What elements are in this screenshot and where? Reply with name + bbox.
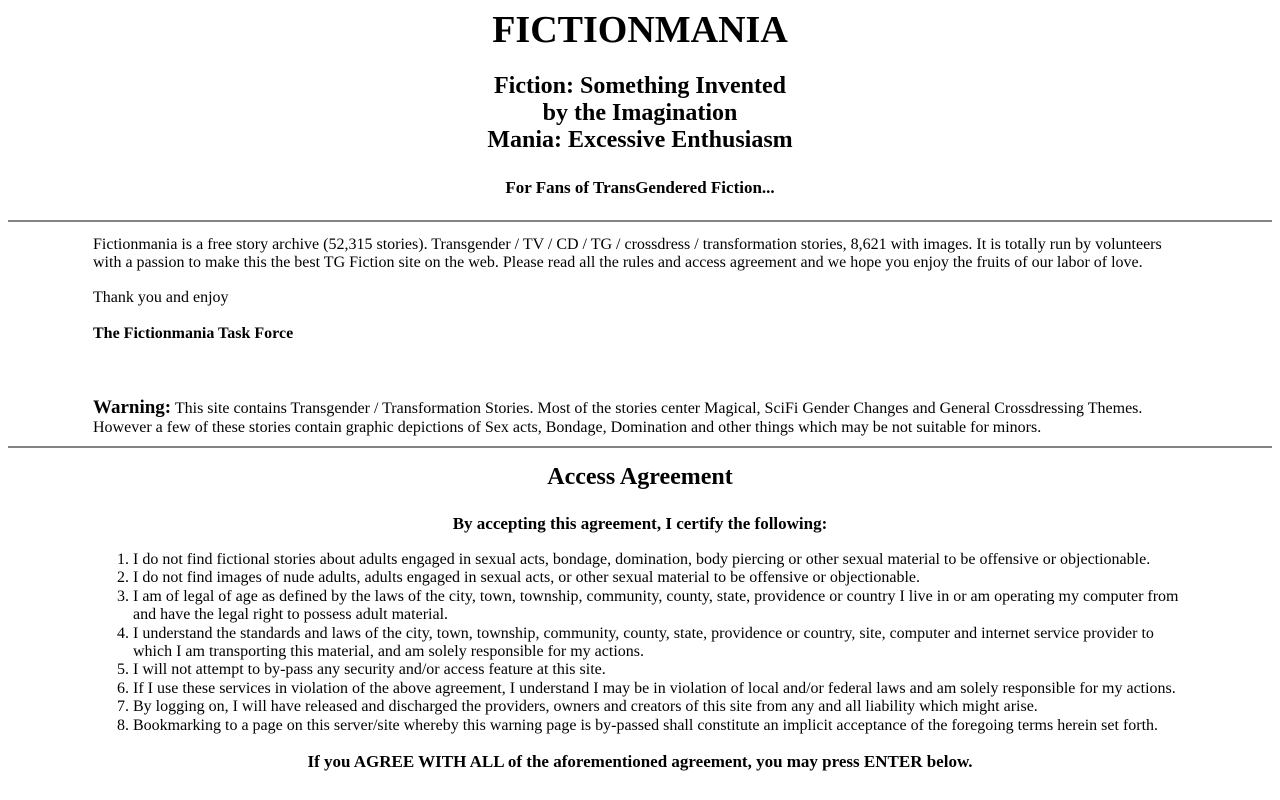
divider-top — [8, 220, 1272, 222]
warning-text: This site contains Transgender / Transformation Stories. Most of the stories center Magical, SciFi Gender Changes and General Crossdressing Themes. However a few of these stories contain graphic depictions of Sex acts, Bondage, Domination and other things which may be not suitable for minors. — [93, 400, 1143, 436]
agreement-item: 7. By logging on, I will have released and discharged the providers, owners and creators of this site from any and all liability which might arise. — [133, 698, 1187, 716]
intro-section — [93, 236, 1187, 438]
subtitle-line-3: Mania: Excessive Enthusiasm — [487, 126, 793, 153]
agreement-item: 1. I do not find fictional stories about adults engaged in sexual acts, bondage, domination, body piercing or other sexual material to be offensive or objectionable. — [133, 551, 1187, 569]
task-force-signature: The Fictionmania Task Force — [93, 324, 294, 342]
agreement-list — [93, 551, 1187, 735]
warning-label: Warning: — [93, 397, 172, 419]
thanks-line: Thank you and enjoy — [93, 289, 229, 307]
tagline: For Fans of TransGendered Fiction... — [505, 178, 775, 198]
agreement-item: 5. I will not attempt to by-pass any security and/or access feature at this site. — [133, 661, 1187, 679]
subtitle-line-2: by the Imagination — [542, 99, 738, 126]
site-subtitle — [8, 73, 1272, 154]
agreement-item: 6. If I use these services in violation of the above agreement, I understand I may be in violation of local and/or federal laws and am solely responsible for my actions. — [133, 680, 1187, 698]
warning-paragraph — [93, 397, 1187, 437]
divider-bottom — [8, 446, 1272, 448]
agreement-item: 2. I do not find images of nude adults, adults engaged in sexual acts, or other sexual material to be offensive or objectionable. — [133, 569, 1187, 587]
agreement-item: 3. I am of legal of age as defined by the laws of the city, town, township, community, county, state, providence or country I live in or am operating my computer from and have the legal right to possess adult material. — [133, 588, 1187, 625]
intro-paragraph: Fictionmania is a free story archive (52,315 stories). Transgender / TV / CD / TG / crossdress / transformation stories, 8,621 with images. It is totally run by volunteers with a passion to make this the best TG Fiction site on the web. Please read all the rules and access agreement and we hope you enjoy the fruits of our labor of love. — [93, 235, 1162, 271]
access-agreement-heading: Access Agreement — [547, 464, 733, 491]
agreement-item: 8. Bookmarking to a page on this server/site whereby this warning page is by-passed shall constitute an implicit acceptance of the foregoing terms herein set forth. — [133, 717, 1187, 735]
site-title: FICTIONMANIA — [492, 9, 788, 51]
certify-line: By accepting this agreement, I certify the following: — [452, 514, 828, 534]
subtitle-line-1: Fiction: Something Invented — [493, 72, 786, 99]
enter-instruction: If you AGREE WITH ALL of the aforementioned agreement, you may press ENTER below. — [307, 751, 973, 771]
agreement-item: 4. I understand the standards and laws of the city, town, township, community, county, state, providence or country, site, computer and internet service provider to which I am transporting this material, and am solely responsible for my actions. — [133, 625, 1187, 662]
